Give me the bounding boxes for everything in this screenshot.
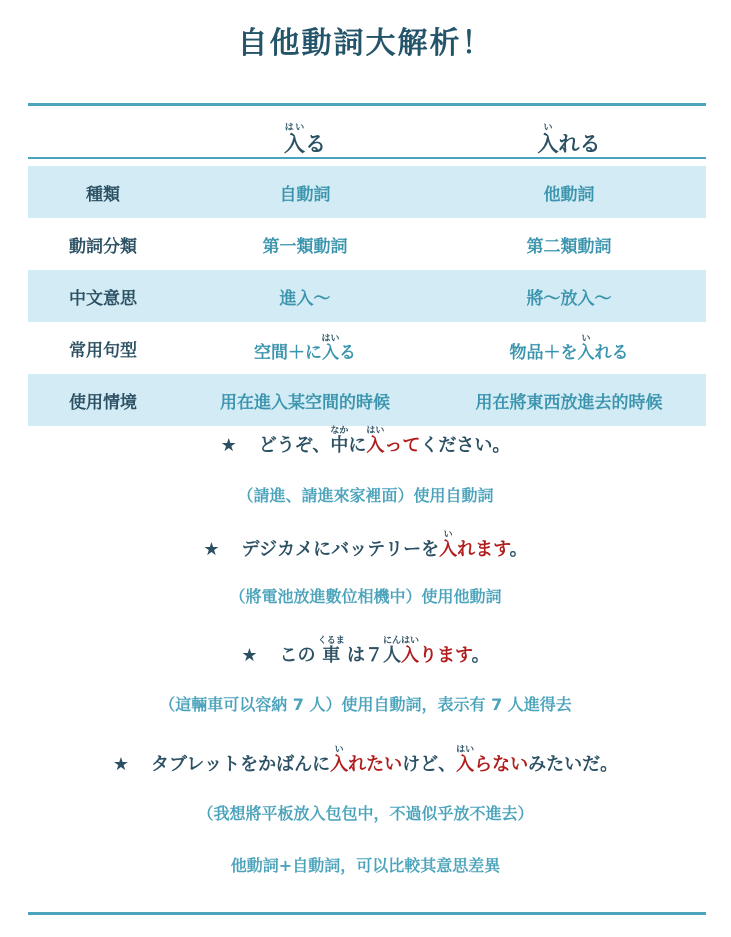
page-title: 自他動詞大解析！ [237, 26, 494, 61]
row-value: 用在進入某空間的時候 [178, 374, 432, 426]
row-label: 動詞分類 [69, 236, 137, 257]
table-row [28, 322, 706, 374]
example-translation-1: （請進、請進來家裡面）使用自動詞 [237, 486, 494, 505]
example-translation-2: （將電池放進數位相機中）使用他動詞 [229, 587, 502, 606]
footer-note: 他動詞+自動詞，可以比較其意思差異 [230, 856, 501, 875]
row-value: 他動詞 [432, 166, 706, 218]
example-sentence-2: ★ デジカメにバッテリーを入いれます。 [203, 530, 528, 560]
table-row [28, 374, 706, 426]
row-value: 用在將東西放進去的時候 [432, 374, 706, 426]
example-sentence-3: ★ この 車くるま は７人にん入はいります。 [241, 636, 490, 666]
row-value: 自動詞 [178, 166, 432, 218]
star-icon: ★ [203, 539, 220, 560]
example-sentence-1: ★ どうぞ、中なかに入はいってください。 [220, 426, 511, 456]
table-header-row [28, 104, 706, 166]
example-translation-3: （這輛車可以容納 7 人）使用自動詞，表示有 7 人進得去 [159, 695, 572, 714]
row-value: 第二類動詞 [526, 236, 612, 257]
star-icon: ★ [241, 645, 258, 666]
header-hairu: 入はいる [284, 123, 326, 156]
row-label: 中文意思 [28, 270, 178, 322]
example-translation-4: （我想將平板放入包包中，不過似乎放不進去） [197, 804, 534, 823]
row-label: 使用情境 [28, 374, 178, 426]
row-value: 空間＋に入はいる [253, 333, 356, 363]
row-value: 將～放入～ [432, 270, 706, 322]
row-label: 種類 [28, 166, 178, 218]
table-row [28, 218, 706, 270]
row-value: 進入～ [178, 270, 432, 322]
row-value: 物品＋を入いれる [509, 333, 629, 363]
table-row [28, 270, 706, 322]
example-sentence-4: ★ タブレットをかばんに入いれたいけど、入はいらないみたいだ。 [112, 745, 619, 775]
table-row [28, 166, 706, 218]
header-ireru: 入いれる [537, 123, 601, 156]
comparison-table [28, 104, 706, 426]
bottom-rule [28, 912, 706, 915]
star-icon: ★ [112, 754, 129, 775]
row-label: 常用句型 [69, 340, 137, 361]
star-icon: ★ [220, 435, 237, 456]
header-empty-cell [28, 104, 178, 166]
row-value: 第一類動詞 [262, 236, 348, 257]
